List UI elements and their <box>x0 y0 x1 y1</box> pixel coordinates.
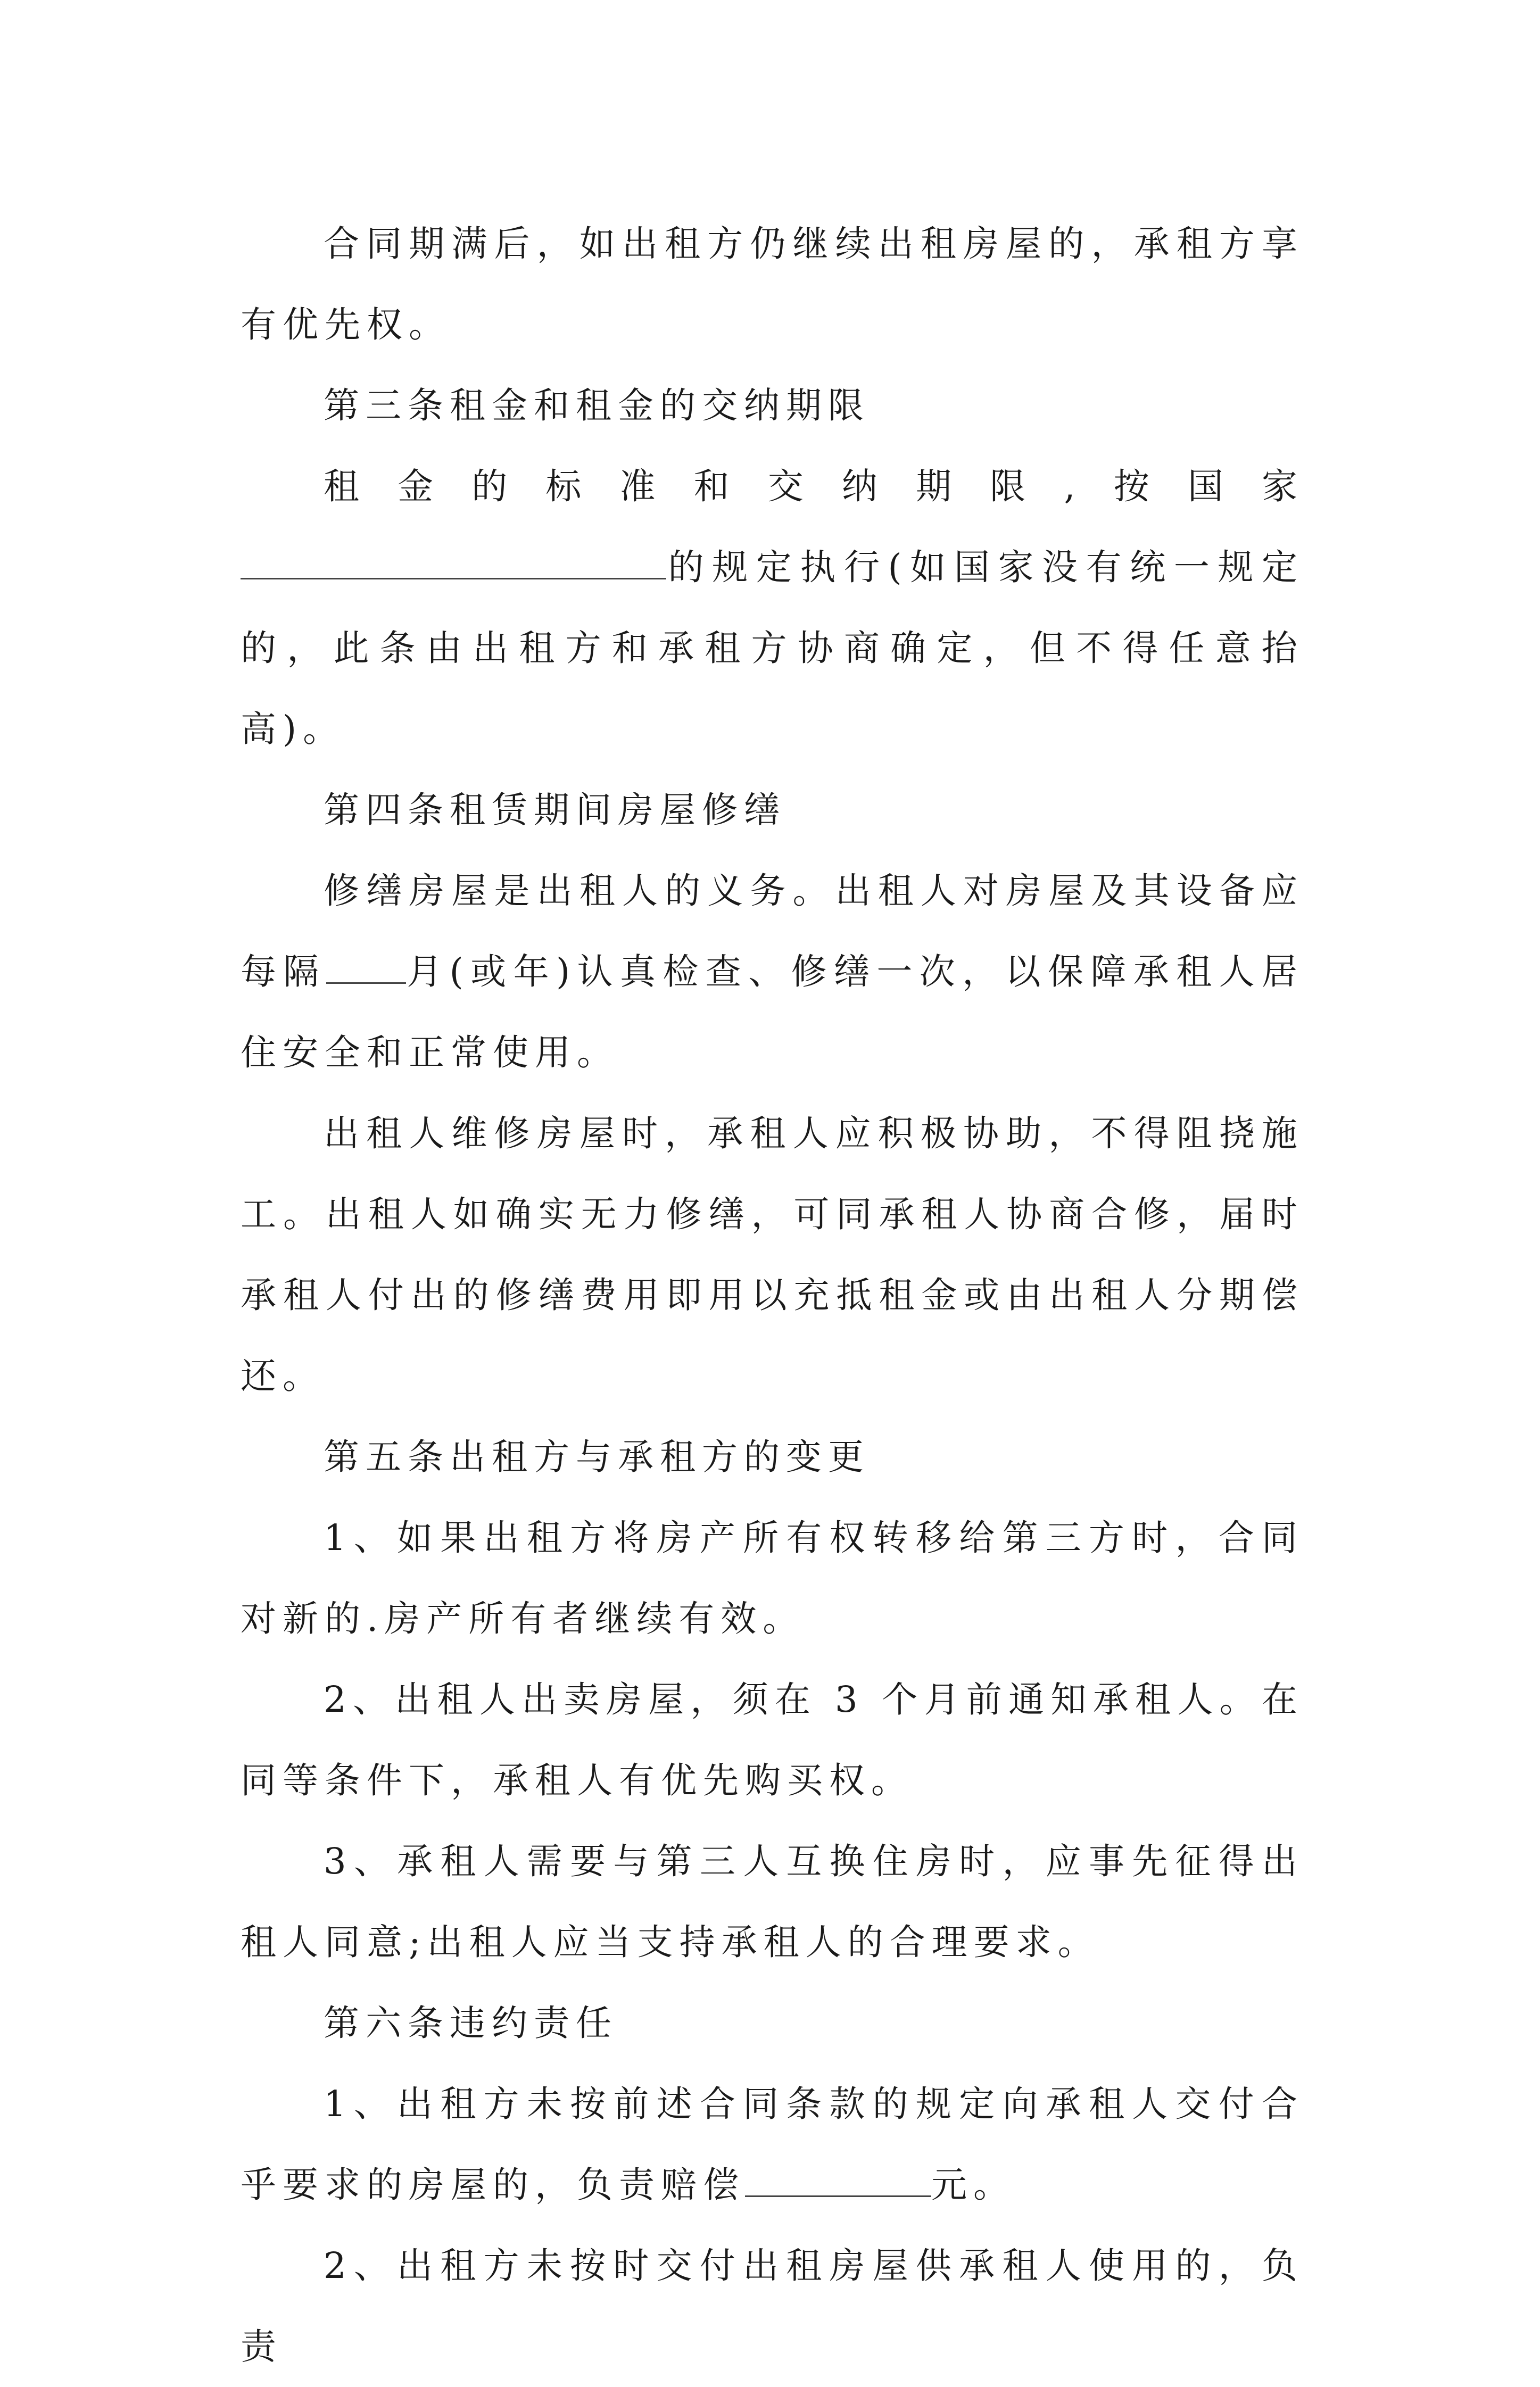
rent-standard-text-after: 的规定执行(如国家没有统一规定的，此条由出租方和承租方协商确定，但不得任意抬高)。 <box>241 546 1304 750</box>
paragraph-liability-1 <box>241 2063 1304 2225</box>
paragraph-change-3: 3、承租人需要与第三人互换住房时，应事先征得出租人同意;出租人应当支持承租人的合理要求。 <box>241 1841 1304 1963</box>
paragraph-liability-2: 2、出租方未按时交付出租房屋供承租人使用的，负责 <box>241 2245 1304 2367</box>
paragraph-change-2: 2、出租人出卖房屋，须在 3 个月前通知承租人。在同等条件下，承租人有优先购买权。 <box>241 1679 1304 1801</box>
paragraph-renewal-priority: 合同期满后，如出租方仍继续出租房屋的，承租方享有优先权。 <box>241 223 1304 345</box>
rent-standard-text-before: 租金的标准和交纳期限,按国家 <box>324 466 1304 507</box>
liability-1-text-after: 元。 <box>931 2164 1015 2206</box>
paragraph-repair-cooperation: 出租人维修房屋时，承租人应积极协助，不得阻挠施工。出租人如确实无力修缮，可同承租人协商合修，届时承租人付出的修缮费用即用以充抵租金或由出租人分期偿还。 <box>241 1113 1304 1397</box>
repair-duty-text-before: 修缮房屋是出租人的义务。出租人对房屋及其设备应每隔 <box>241 870 1304 992</box>
repair-duty-text-after: 月(或年)认真检查、修缮一次，以保障承租人居住安全和正常使用。 <box>241 951 1304 1073</box>
document-body <box>241 203 1304 2387</box>
paragraph-rent-standard <box>241 446 1304 769</box>
heading-article-4: 第四条租赁期间房屋修缮 <box>324 789 786 831</box>
heading-article-3: 第三条租金和租金的交纳期限 <box>324 385 870 426</box>
paragraph-change-1: 1、如果出租方将房产所有权转移给第三方时，合同对新的.房产所有者继续有效。 <box>241 1517 1304 1639</box>
rent-regulation-blank <box>241 546 666 579</box>
heading-article-5: 第五条出租方与承租方的变更 <box>324 1436 870 1478</box>
repair-interval-blank <box>326 950 406 984</box>
paragraph-repair-duty <box>241 850 1304 1093</box>
compensation-amount-blank <box>745 2164 931 2197</box>
heading-article-6: 第六条违约责任 <box>324 2002 618 2044</box>
liability-1-text-before: 1、出租方未按前述合同条款的规定向承租人交付合乎要求的房屋的，负责赔偿 <box>241 2083 1304 2206</box>
